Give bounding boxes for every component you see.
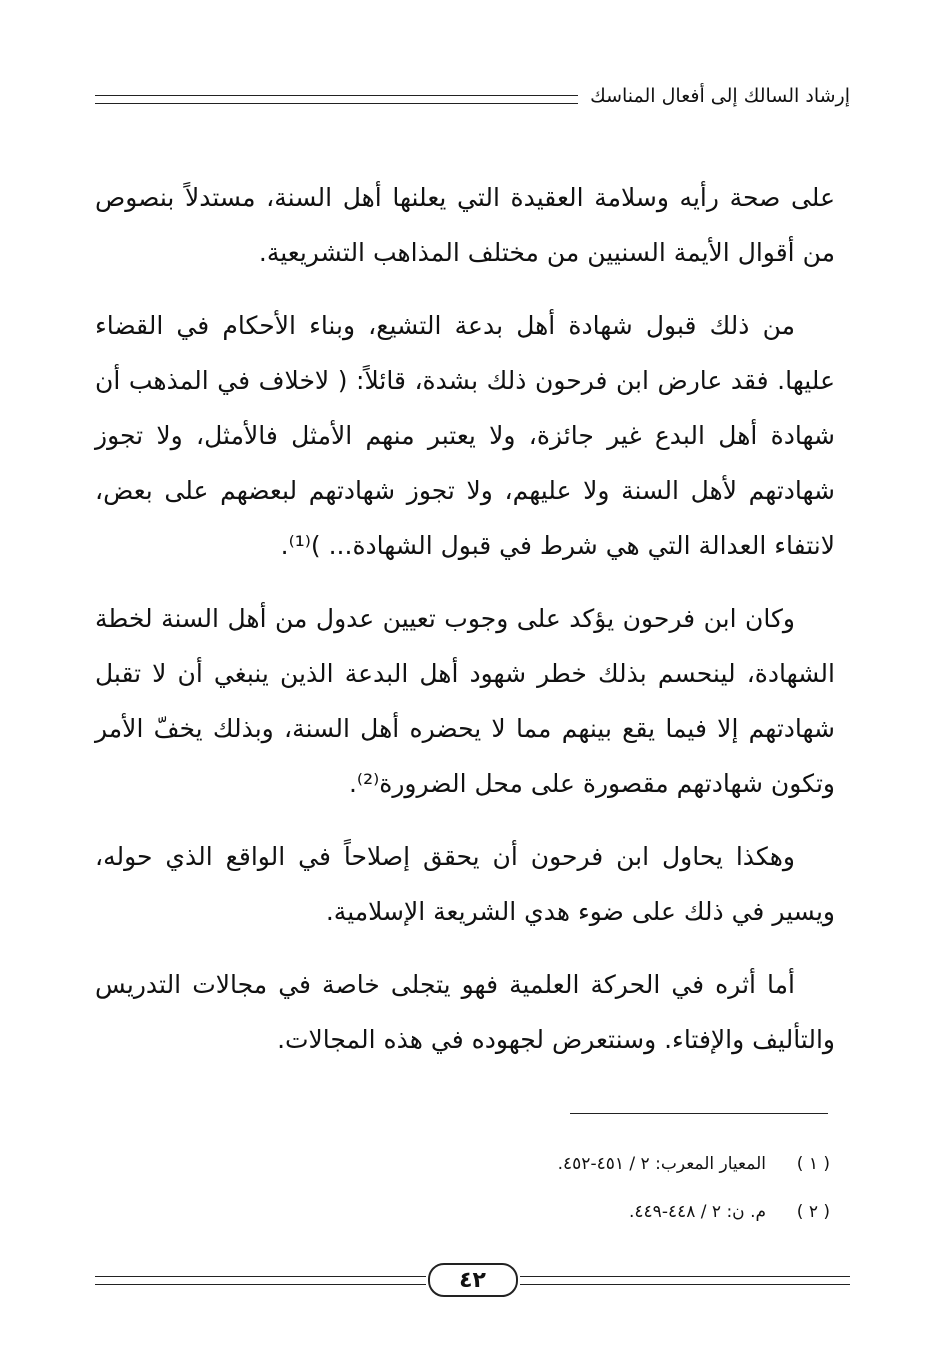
footnote <box>400 1140 830 1188</box>
footnote-number: ( ٢ ) <box>796 1202 830 1222</box>
page-number: ٤٢ <box>428 1263 518 1297</box>
paragraph: من ذلك قبول شهادة أهل بدعة التشيع، وبناء الأحكام في القضاء عليها. فقد عارض ابن فرحون ذلك بشدة، قائلاً: ( لاخلاف في المذهب أن شهادة أهل البدع غير جائزة، ولا يعتبر منهم الأمثل فالأمثل، ولا تجوز شهادتهم لأهل السنة ولا عليهم، ولا تجوز شهادتهم لبعضهم على بعض، لانتفاء العدالة التي هي شرط في قبول الشهادة... )⁽¹⁾. <box>95 311 835 560</box>
header-rule <box>95 95 578 104</box>
footer-rule-right <box>520 1276 851 1285</box>
running-header <box>95 80 850 112</box>
page-footer <box>95 1263 850 1297</box>
footnote-number: ( ١ ) <box>796 1154 830 1174</box>
footer-rule-left <box>95 1276 426 1285</box>
paragraph: أما أثره في الحركة العلمية فهو يتجلى خاصة في مجالات التدريس والتأليف والإفتاء. وسنتعرض لجهوده في هذه المجالات. <box>95 970 835 1054</box>
footnote <box>400 1188 830 1236</box>
header-title: إرشاد السالك إلى أفعال المناسك <box>590 85 850 107</box>
footnote-text: المعيار المعرب: ٢ / ٤٥١-٤٥٢. <box>557 1154 766 1174</box>
paragraph: على صحة رأيه وسلامة العقيدة التي يعلنها أهل السنة، مستدلاً بنصوص من أقوال الأيمة السنيين من مختلف المذاهب التشريعية. <box>95 183 835 267</box>
footnote-separator <box>570 1113 828 1114</box>
paragraph: وهكذا يحاول ابن فرحون أن يحقق إصلاحاً في الواقع الذي حوله، ويسير في ذلك على ضوء هدي الشريعة الإسلامية. <box>95 842 835 926</box>
footnotes <box>400 1140 830 1236</box>
body-text <box>95 170 835 1085</box>
footnote-text: م. ن: ٢ / ٤٤٨-٤٤٩. <box>629 1202 766 1222</box>
paragraph: وكان ابن فرحون يؤكد على وجوب تعيين عدول من أهل السنة لخطة الشهادة، لينحسم بذلك خطر شهود أهل البدعة الذين ينبغي أن لا تقبل شهادتهم إلا فيما يقع بينهم مما لا يحضره أهل السنة، وبذلك يخفّ الأمر وتكون شهادتهم مقصورة على محل الضرورة⁽²⁾. <box>95 604 835 798</box>
